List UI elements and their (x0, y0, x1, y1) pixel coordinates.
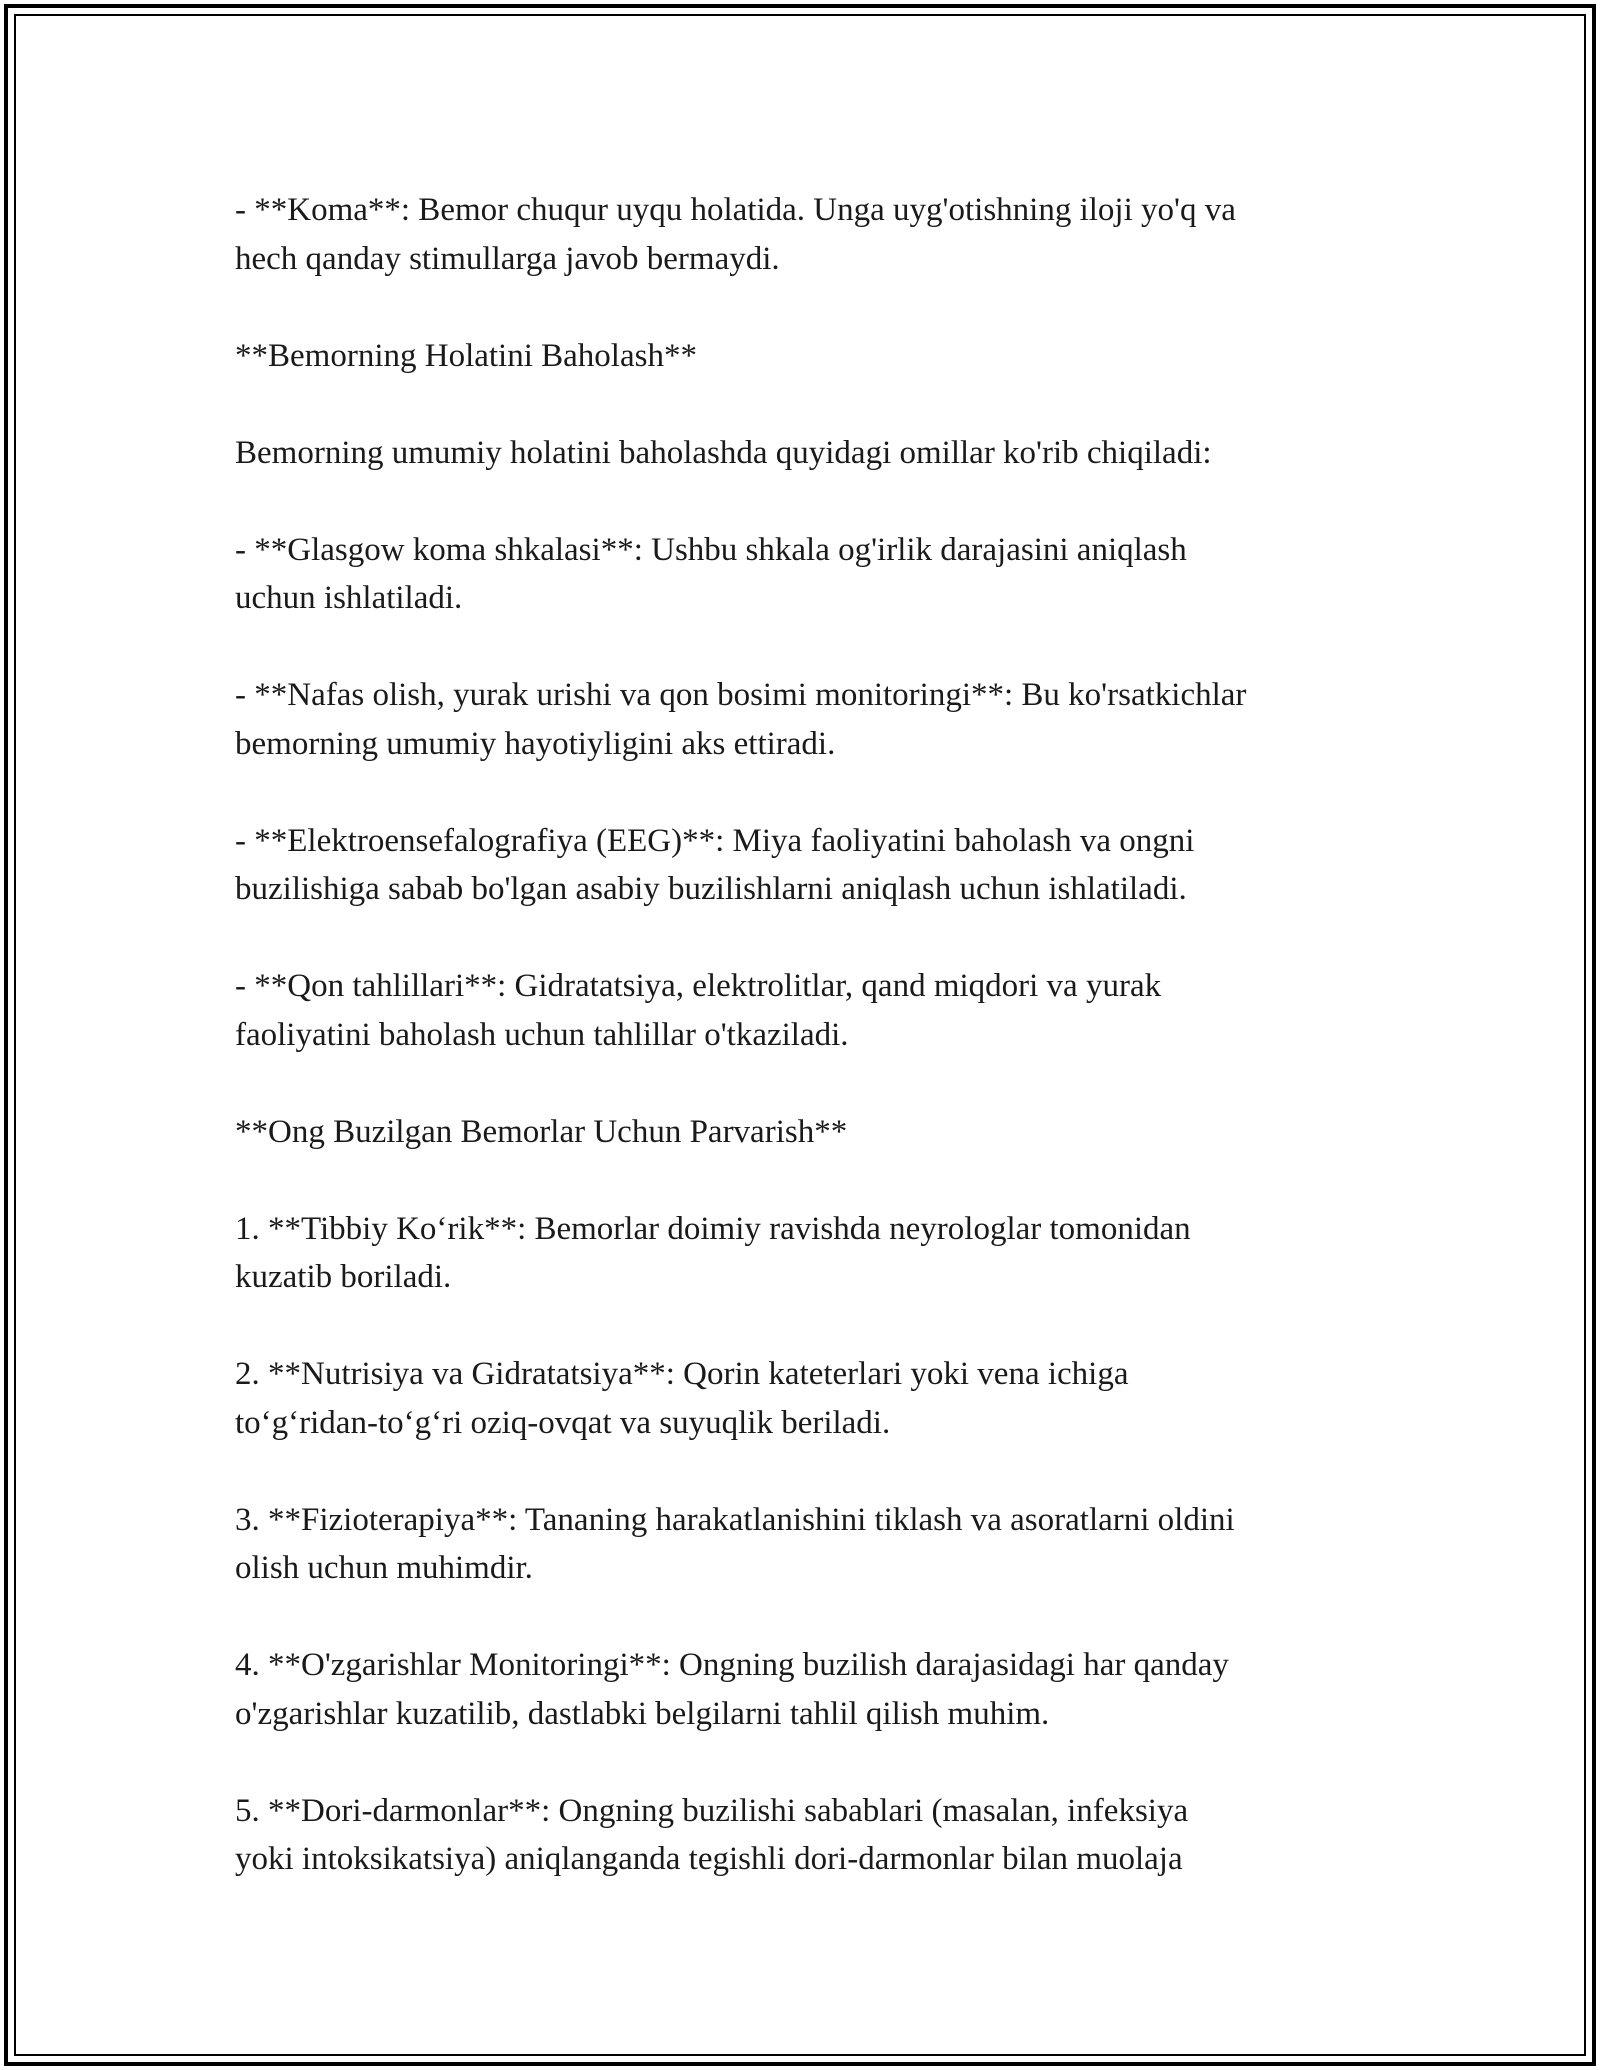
paragraph-koma (235, 186, 1385, 283)
text-line: 5. **Dori-darmonlar**: Ongning buzilishi sabablari (masalan, infeksiya (235, 1792, 1189, 1829)
text-line: 1. **Tibbiy Ko‘rik**: Bemorlar doimiy ravishda neyrologlar tomonidan (235, 1210, 1191, 1247)
text-line: yoki intoksikatsiya) aniqlanganda tegishli dori-darmonlar bilan muolaja (235, 1841, 1183, 1877)
text-line: 4. **O'zgarishlar Monitoringi**: Ongning buzilish darajasidagi har qanday (235, 1647, 1229, 1683)
text-line: to‘g‘ridan-to‘g‘ri oziq-ovqat va suyuqlik beriladi. (235, 1404, 891, 1441)
text-line: - **Koma**: Bemor chuqur uyqu holatida. Unga uyg'otishning iloji yo'q va (235, 192, 1236, 228)
text-line: faoliyatini baholash uchun tahlillar o'tkaziladi. (235, 1016, 849, 1053)
text-line: 3. **Fizioterapiya**: Tananing harakatlanishini tiklash va asoratlarni oldini (235, 1501, 1235, 1538)
text-line: o'zgarishlar kuzatilib, dastlabki belgilarni tahlil qilish muhim. (235, 1695, 1050, 1732)
list-item-nutrition (235, 1350, 1385, 1447)
list-item-medications (235, 1787, 1385, 1884)
paragraph-eeg (235, 817, 1385, 914)
text-line: Bemorning umumiy holatini baholashda quyidagi omillar ko'rib chiqiladi: (235, 434, 1212, 471)
text-line: **Ong Buzilgan Bemorlar Uchun Parvarish** (235, 1113, 848, 1150)
text-line: olish uchun muhimdir. (235, 1550, 533, 1586)
paragraph-vitals (235, 671, 1385, 768)
text-line: - **Qon tahlillari**: Gidratatsiya, elektrolitlar, qand miqdori va yurak (235, 968, 1162, 1004)
text-line: 2. **Nutrisiya va Gidratatsiya**: Qorin kateterlari yoki vena ichiga (235, 1356, 1129, 1392)
text-line: bemorning umumiy hayotiyligini aks ettiradi. (235, 725, 836, 762)
text-line: buzilishiga sabab bo'lgan asabiy buzilishlarni aniqlash uchun ishlatiladi. (235, 871, 1187, 907)
text-line: kuzatib boriladi. (235, 1259, 452, 1295)
section-heading-assessment (235, 332, 1385, 381)
text-line: **Bemorning Holatini Baholash** (235, 337, 697, 374)
list-item-monitoring (235, 1641, 1385, 1738)
document-body (235, 186, 1385, 1932)
list-item-physiotherapy (235, 1496, 1385, 1593)
paragraph-blood-tests (235, 962, 1385, 1059)
text-line: - **Nafas olish, yurak urishi va qon bosimi monitoringi**: Bu ko'rsatkichlar (235, 677, 1247, 713)
paragraph-intro (235, 429, 1385, 478)
text-line: - **Glasgow koma shkalasi**: Ushbu shkala og'irlik darajasini aniqlash (235, 531, 1187, 568)
text-line: hech qanday stimullarga javob bermaydi. (235, 240, 780, 277)
section-heading-care (235, 1108, 1385, 1157)
paragraph-glasgow (235, 526, 1385, 623)
text-line: - **Elektroensefalografiya (EEG)**: Miya faoliyatini baholash va ongni (235, 822, 1195, 859)
list-item-medical-exam (235, 1205, 1385, 1302)
text-line: uchun ishlatiladi. (235, 580, 463, 616)
